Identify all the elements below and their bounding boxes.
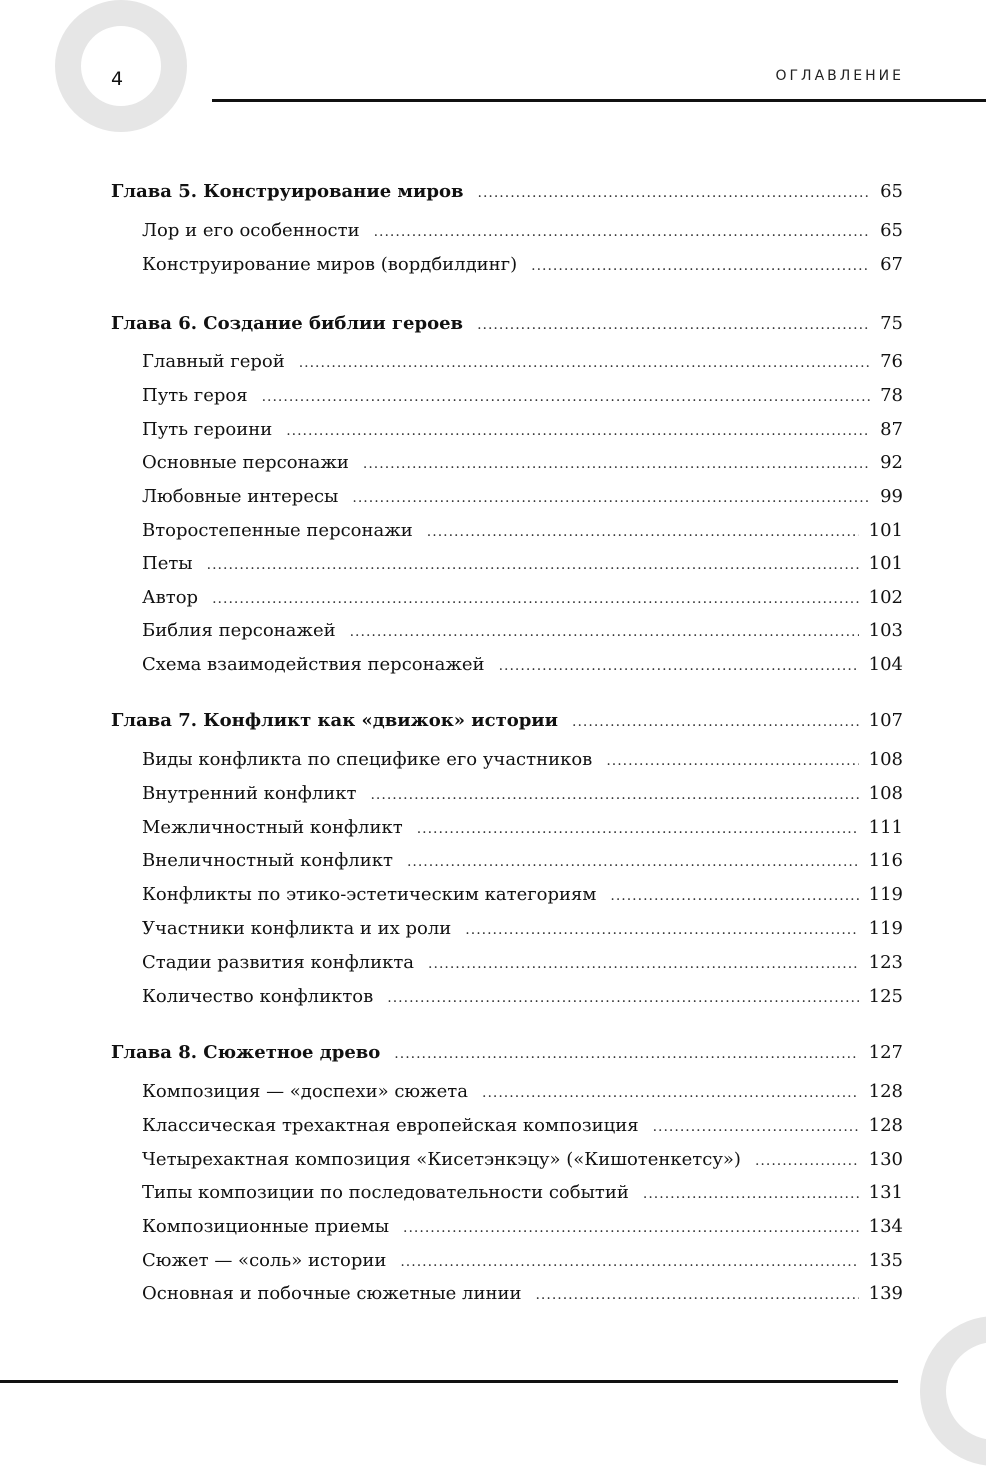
toc-section-entry [142, 253, 903, 278]
toc-section-entry [142, 1249, 903, 1274]
dot-leader [407, 850, 859, 874]
dot-leader [427, 520, 859, 544]
toc-entry-title: Глава 5. Конструирование миров [111, 181, 464, 202]
toc-entry-title: Типы композиции по последовательности событий [142, 1182, 629, 1203]
toc-section-entry [142, 485, 903, 510]
toc-entry-title: Композиция — «доспехи» сюжета [142, 1081, 468, 1102]
dot-leader [643, 1182, 859, 1206]
toc-section-entry [142, 917, 903, 942]
toc-entry-title: Глава 7. Конфликт как «движок» истории [111, 710, 559, 731]
toc-section-entry [142, 552, 903, 577]
toc-entry-title: Конструирование миров (вордбилдинг) [142, 254, 518, 275]
toc-entry-page: 130 [868, 1149, 903, 1170]
dot-leader [477, 313, 870, 337]
toc-entry-page: 108 [868, 749, 903, 770]
toc-entry-page: 102 [868, 587, 903, 608]
toc-section-entry [142, 384, 903, 409]
toc-entry-page: 128 [868, 1081, 903, 1102]
toc-entry-title: Глава 8. Сюжетное древо [111, 1042, 381, 1063]
toc-entry-title: Виды конфликта по специфике его участников [142, 749, 593, 770]
toc-entry-page: 92 [880, 452, 903, 473]
toc-entry-title: Главный герой [142, 351, 285, 372]
toc-entry-title: Любовные интересы [142, 486, 339, 507]
dot-leader [531, 254, 870, 278]
toc-entry-page: 125 [868, 986, 903, 1007]
running-head: ОГЛАВЛЕНИЕ [775, 68, 904, 84]
dot-leader [350, 620, 859, 644]
page-number: 4 [111, 68, 124, 90]
toc-entry-page: 123 [868, 952, 903, 973]
toc-entry-page: 67 [880, 254, 903, 275]
toc-entry-page: 111 [868, 817, 903, 838]
toc-section-entry [142, 619, 903, 644]
dot-leader [363, 452, 870, 476]
dot-leader [606, 749, 858, 773]
toc-section-entry [142, 748, 903, 773]
toc-chapter-entry [111, 312, 903, 337]
dot-leader [610, 884, 858, 908]
toc-entry-page: 139 [868, 1283, 903, 1304]
toc-entry-page: 99 [880, 486, 903, 507]
toc-section-entry [142, 451, 903, 476]
toc-section-entry [142, 985, 903, 1010]
toc-entry-title: Второстепенные персонажи [142, 520, 413, 541]
toc-chapter-entry [111, 180, 903, 205]
toc-entry-page: 119 [868, 884, 903, 905]
toc-section-entry [142, 219, 903, 244]
toc-entry-title: Количество конфликтов [142, 986, 374, 1007]
dot-leader [352, 486, 870, 510]
dot-leader [535, 1283, 858, 1307]
toc-entry-page: 75 [880, 313, 903, 334]
dot-leader [394, 1042, 858, 1066]
toc-entry-page: 78 [880, 385, 903, 406]
dot-leader [212, 587, 859, 611]
toc-chapter-entry [111, 709, 903, 734]
toc-section-entry [142, 782, 903, 807]
dot-leader [207, 553, 859, 577]
toc-entry-title: Стадии развития конфликта [142, 952, 415, 973]
dot-leader [403, 1216, 859, 1240]
toc-entry-page: 127 [868, 1042, 903, 1063]
dot-leader [387, 986, 858, 1010]
toc-entry-page: 128 [868, 1115, 903, 1136]
toc-section-entry [142, 350, 903, 375]
toc-entry-page: 131 [868, 1182, 903, 1203]
dot-leader [299, 351, 870, 375]
toc-section-entry [142, 951, 903, 976]
toc-entry-page: 134 [868, 1216, 903, 1237]
toc-section-entry [142, 816, 903, 841]
toc-entry-page: 65 [880, 220, 903, 241]
toc-section-entry [142, 1181, 903, 1206]
toc-entry-page: 108 [868, 783, 903, 804]
toc-section-entry [142, 1282, 903, 1307]
dot-leader [428, 952, 859, 976]
toc-entry-title: Классическая трехактная европейская композиция [142, 1115, 639, 1136]
toc-entry-title: Схема взаимодействия персонажей [142, 654, 485, 675]
dot-leader [286, 419, 870, 443]
toc-entry-title: Петы [142, 553, 193, 574]
toc-section-entry [142, 653, 903, 678]
toc-entry-title: Композиционные приемы [142, 1216, 390, 1237]
dot-leader [478, 181, 871, 205]
toc-entry-page: 116 [868, 850, 903, 871]
toc-entry-page: 107 [868, 710, 903, 731]
toc-entry-title: Библия персонажей [142, 620, 336, 641]
dot-leader [755, 1149, 859, 1173]
toc-section-entry [142, 883, 903, 908]
toc-entry-page: 87 [880, 419, 903, 440]
toc-entry-page: 101 [868, 520, 903, 541]
toc-section-entry [142, 1148, 903, 1173]
dot-leader [465, 918, 858, 942]
dot-leader [499, 654, 859, 678]
dot-leader [653, 1115, 859, 1139]
dot-leader [417, 817, 859, 841]
toc-entry-page: 119 [868, 918, 903, 939]
toc-entry-title: Внутренний конфликт [142, 783, 357, 804]
toc-section-entry [142, 418, 903, 443]
dot-leader [262, 385, 871, 409]
toc-entry-title: Межличностный конфликт [142, 817, 403, 838]
toc-entry-title: Лор и его особенности [142, 220, 360, 241]
toc-chapter-entry [111, 1041, 903, 1066]
toc-section-entry [142, 519, 903, 544]
toc-entry-page: 76 [880, 351, 903, 372]
toc-entry-title: Участники конфликта и их роли [142, 918, 452, 939]
toc-section-entry [142, 1114, 903, 1139]
toc-section-entry [142, 1215, 903, 1240]
toc-section-entry [142, 1080, 903, 1105]
toc-entry-title: Глава 6. Создание библии героев [111, 313, 464, 334]
toc-section-entry [142, 586, 903, 611]
toc-entry-page: 135 [868, 1250, 903, 1271]
toc-entry-page: 101 [868, 553, 903, 574]
toc-entry-page: 104 [868, 654, 903, 675]
toc-entry-page: 103 [868, 620, 903, 641]
toc-entry-title: Путь героини [142, 419, 273, 440]
toc-entry-title: Путь героя [142, 385, 248, 406]
dot-leader [482, 1081, 859, 1105]
toc-entry-page: 65 [880, 181, 903, 202]
toc-entry-title: Четырехактная композиция «Кисетэнкэцу» («Кишотенкетсу») [142, 1149, 741, 1170]
toc-entry-title: Конфликты по этико-эстетическим категориям [142, 884, 597, 905]
toc-entry-title: Автор [142, 587, 199, 608]
dot-leader [370, 783, 858, 807]
dot-leader [374, 220, 871, 244]
toc-section-entry [142, 849, 903, 874]
dot-leader [572, 710, 859, 734]
toc-entry-title: Внеличностный конфликт [142, 850, 393, 871]
toc-entry-title: Основные персонажи [142, 452, 349, 473]
toc-entry-title: Основная и побочные сюжетные линии [142, 1283, 522, 1304]
dot-leader [400, 1250, 858, 1274]
toc-entry-title: Сюжет — «соль» истории [142, 1250, 387, 1271]
